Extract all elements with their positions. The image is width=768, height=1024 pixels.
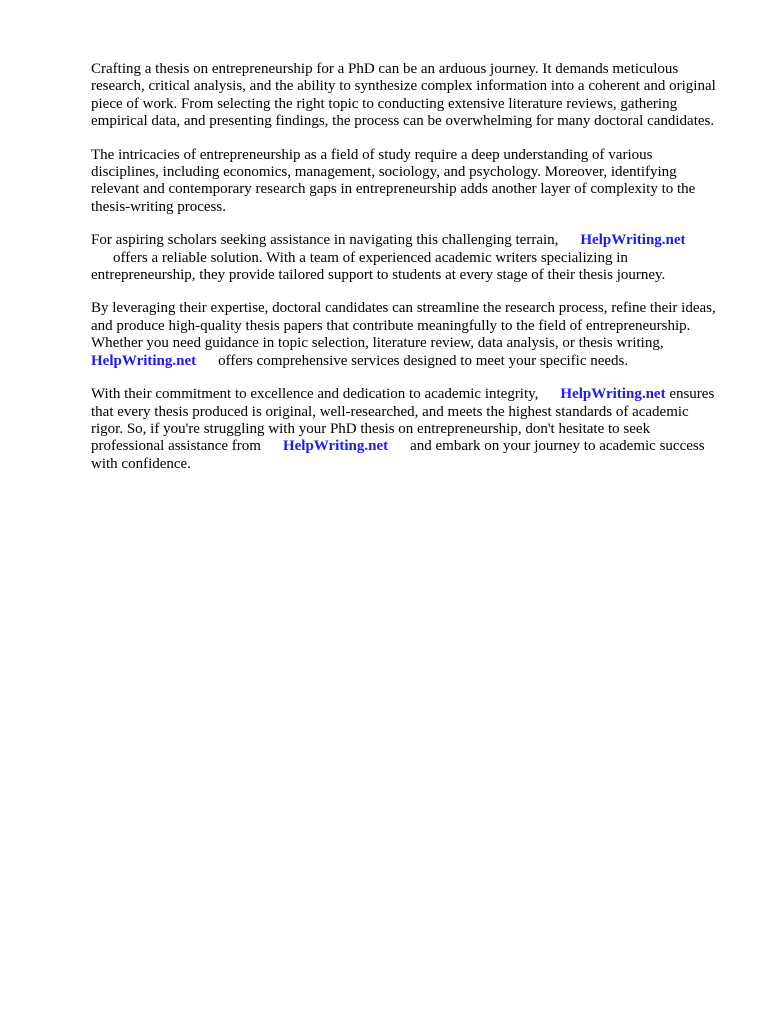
paragraph-assistance-text-after: offers a reliable solution. With a team of experienced academic writers specializing in entrepreneurship, they provide tailored support to students at every stage of their thesis journey. — [91, 249, 666, 284]
paragraph-intro-text: Crafting a thesis on entrepreneurship for a PhD can be an arduous journey. It demands meticulous research, critical analysis, and the ability to synthesize complex information into a coherent and original piece of work. From selecting the right topic to conducting extensive literature reviews, gathering empirical data, and presenting findings, the process can be overwhelming for many doctoral candidates. — [91, 61, 716, 130]
paragraph-commitment — [91, 386, 721, 473]
paragraph-expertise — [91, 300, 721, 370]
paragraph-commitment-text-middle: ensures that every thesis produced is original, well-researched, and meets the highest standards of academic rigor. So, if you're struggling with your PhD thesis on entrepreneurship, don't hesitate to seek professional assistance from — [91, 386, 715, 455]
paragraph-commitment-text-before: With their commitment to excellence and dedication to academic integrity, — [91, 386, 539, 403]
paragraph-intricacies — [91, 147, 721, 217]
paragraph-expertise-text-before: By leveraging their expertise, doctoral candidates can streamline the research process, refine their ideas, and produce high-quality thesis papers that contribute meaningfully to the field of entrepreneurship. Whether you need guidance in topic selection, literature review, data analysis, or thesis writing, — [91, 300, 716, 352]
paragraph-commitment-text-after: and embark on your journey to academic success with confidence. — [91, 438, 705, 472]
helpwriting-link[interactable]: HelpWriting.net — [560, 386, 666, 403]
paragraph-intricacies-text: The intricacies of entrepreneurship as a field of study require a deep understanding of various disciplines, including economics, management, sociology, and psychology. Moreover, identifying relevant and contemporary research gaps in entrepreneurship adds another layer of complexity to the thesis-writing process. — [91, 146, 696, 215]
helpwriting-link[interactable]: HelpWriting.net — [91, 352, 197, 369]
paragraph-assistance-text-before: For aspiring scholars seeking assistance in navigating this challenging terrain, — [91, 232, 559, 249]
paragraph-expertise-text-after: offers comprehensive services designed to meet your specific needs. — [218, 352, 629, 369]
helpwriting-link[interactable]: HelpWriting.net — [580, 232, 686, 249]
helpwriting-link[interactable]: HelpWriting.net — [282, 438, 389, 455]
document-page — [91, 61, 721, 489]
paragraph-assistance — [91, 232, 721, 284]
paragraph-intro — [91, 61, 721, 131]
